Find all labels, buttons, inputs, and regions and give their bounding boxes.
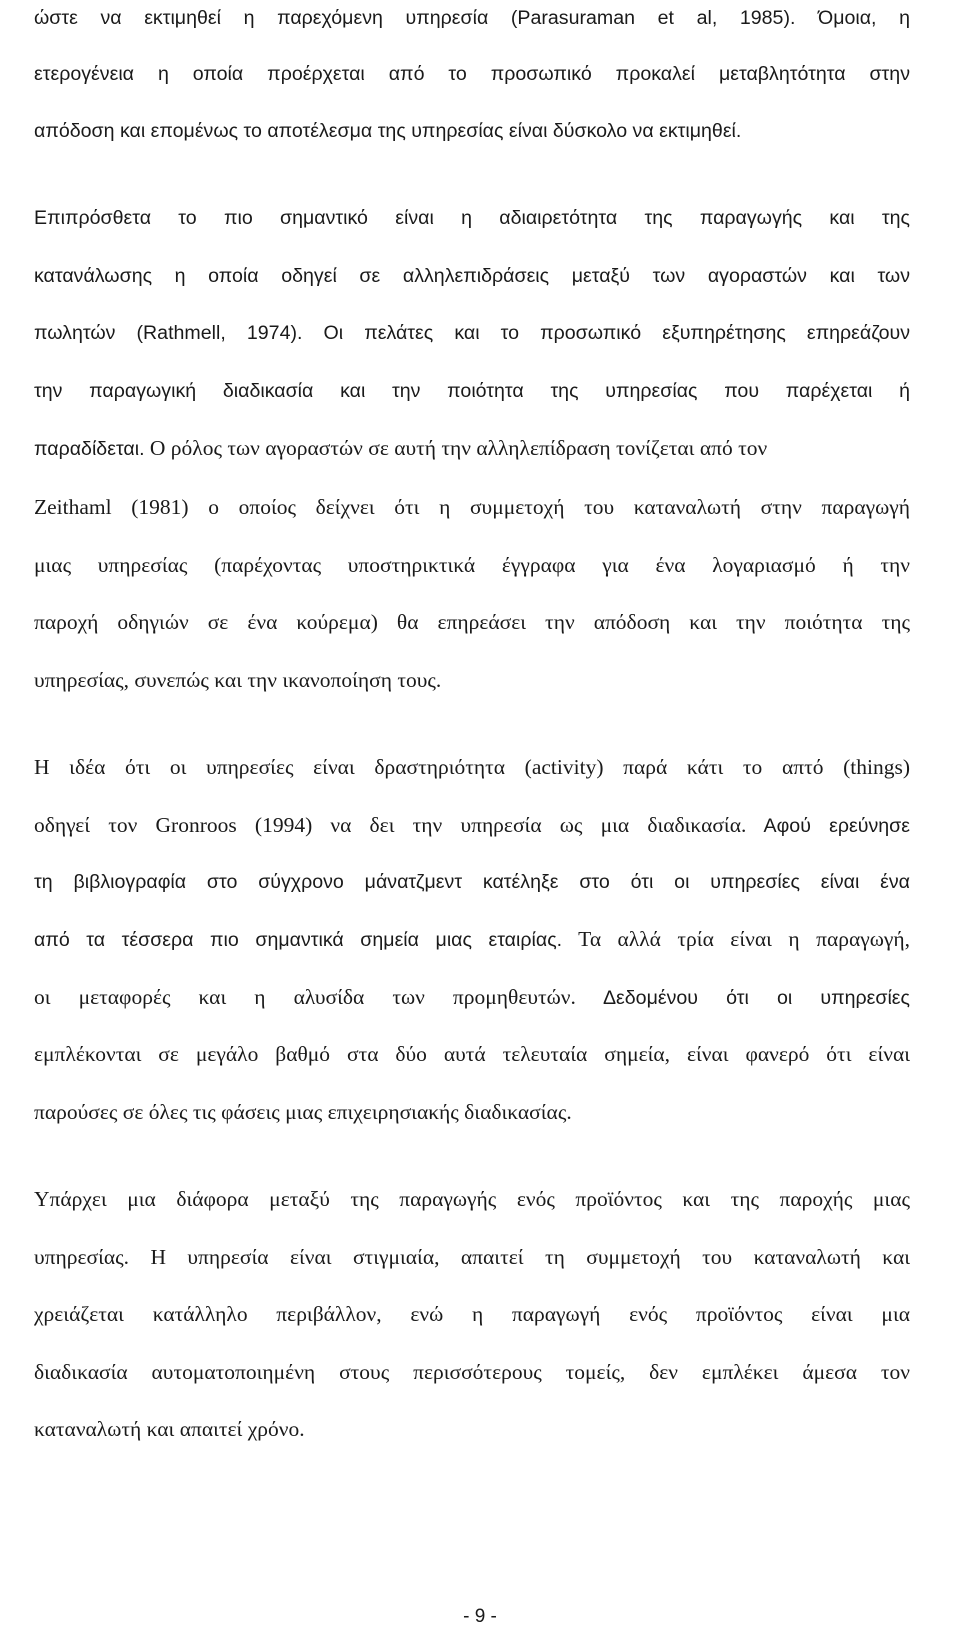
text-line [34,605,910,639]
text-segment: οδηγεί τον Gronroos (1994) να δει την υπηρεσία ως μια διαδικασία. [34,813,747,837]
text-line: ώστε να εκτιμηθεί η παρεχόμενη υπηρεσία (Parasuraman et al, 1985). Όμοια, η [34,7,910,29]
text-line: την παραγωγική διαδικασία και την ποιότητα της υπηρεσίας που παρέχεται ή [34,380,910,402]
text-line: διαδικασία αυτοματοποιημένη στους περισσότερους τομείς, δεν εμπλέκει άμεσα τον [34,1360,910,1384]
text-segment: υπηρεσίας. [34,1245,130,1269]
text-line [34,374,910,408]
text-line: υπηρεσίας, συνεπώς και την ικανοποίηση τους. [34,668,442,692]
text-line [34,865,910,899]
text-segment: Δεδομένου ότι οι υπηρεσίες [575,987,910,1009]
text-segment: Η υπηρεσία είναι στιγμιαία, απαιτεί τη συμμετοχή του καταναλωτή και [129,1245,910,1269]
text-line [34,750,910,784]
text-line [34,57,910,91]
text-segment: παραδίδεται. [34,438,145,460]
text-line: απόδοση και επομένως το αποτέλεσμα της υπηρεσίας είναι δύσκολο να εκτιμηθεί. [34,120,742,142]
text-line [34,1355,910,1389]
text-line [34,548,910,582]
text-line [34,1240,910,1274]
text-line [34,1297,910,1331]
page-number: - 9 - [463,1606,497,1627]
text-line [34,0,910,34]
text-line: κατανάλωσης η οποία οδηγεί σε αλληλεπιδράσεις μεταξύ των αγοραστών και των [34,265,910,287]
text-line: τη βιβλιογραφία στο σύγχρονο μάνατζμεντ κατέληξε στο ότι οι υπηρεσίες είναι ένα [34,871,910,893]
text-segment: Τα αλλά τρία είναι η παραγωγή, [562,927,910,951]
text-line [34,201,910,235]
text-line: καταναλωτή και απαιτεί χρόνο. [34,1417,305,1441]
text-line [34,259,910,293]
text-line [34,922,910,956]
text-line: πωλητών (Rathmell, 1974). Οι πελάτες και το προσωπικό εξυπηρέτησης επηρεάζουν [34,322,910,344]
text-line: Υπάρχει μια διάφορα μεταξύ της παραγωγής ενός προϊόντος και της παροχής μιας [34,1187,910,1211]
text-line: εμπλέκονται σε μεγάλο βαθμό στα δύο αυτά τελευταία σημεία, είναι φανερό ότι είναι [34,1042,910,1066]
text-line [34,1412,910,1446]
text-line [34,663,910,697]
text-line [34,316,910,350]
text-segment: Αφού ερεύνησε [746,815,910,837]
text-line: Η ιδέα ότι οι υπηρεσίες είναι δραστηριότητα (activity) παρά κάτι το απτό (things) [34,755,910,779]
text-line: μιας υπηρεσίας (παρέχοντας υποστηρικτικά έγγραφα για ένα λογαριασμό ή την [34,553,910,577]
text-segment: οι μεταφορές και η αλυσίδα των προμηθευτών. [34,985,576,1009]
text-line [34,114,910,148]
text-segment: Ο ρόλος των αγοραστών σε αυτή την αλληλεπίδραση τονίζεται από τον [144,436,768,460]
text-line [34,490,910,524]
text-line [34,1095,910,1129]
text-line: Επιπρόσθετα το πιο σημαντικό είναι η αδιαιρετότητα της παραγωγής και της [34,207,910,229]
text-line: Zeithaml (1981) ο οποίος δείχνει ότι η συμμετοχή του καταναλωτή στην παραγωγή [34,495,910,519]
text-line: ετερογένεια η οποία προέρχεται από το προσωπικό προκαλεί μεταβλητότητα στην [34,63,910,85]
text-line [34,980,910,1014]
text-line: χρειάζεται κατάλληλο περιβάλλον, ενώ η παραγωγή ενός προϊόντος είναι μια [34,1302,910,1326]
text-line [34,808,910,842]
text-line [34,431,910,465]
text-line [34,1182,910,1216]
text-line: παροχή οδηγιών σε ένα κούρεμα) θα επηρεάσει την απόδοση και την ποιότητα της [34,610,910,634]
text-line [34,1037,910,1071]
text-line: παρούσες σε όλες τις φάσεις μιας επιχειρησιακής διαδικασίας. [34,1100,572,1124]
text-segment: από τα τέσσερα πιο σημαντικά σημεία μιας εταιρίας. [34,929,563,951]
